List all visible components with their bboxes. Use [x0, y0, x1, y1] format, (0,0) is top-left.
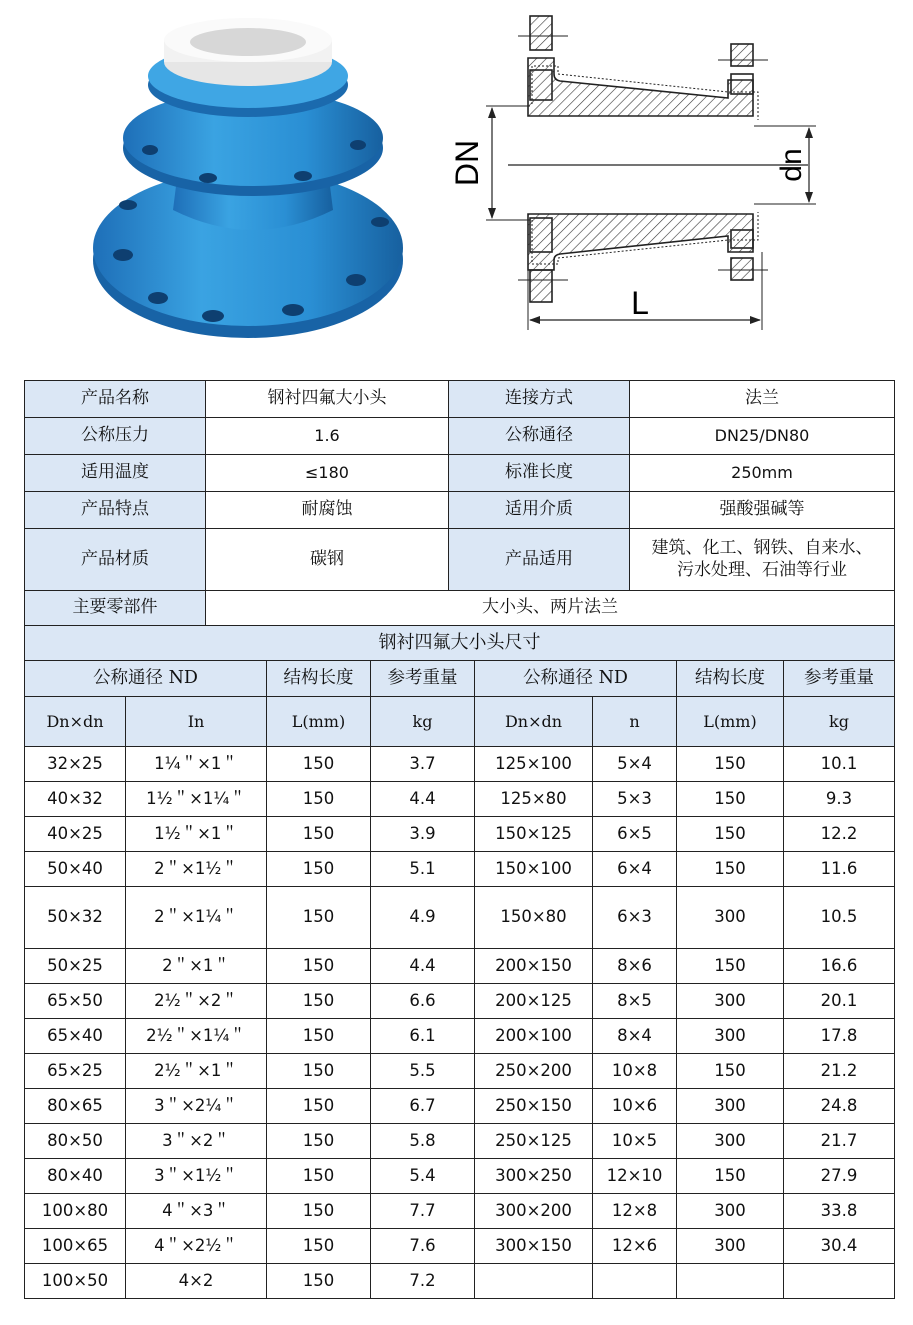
spec-value: 碳钢	[206, 529, 449, 591]
cell-weight: 3.9	[371, 817, 475, 852]
cell-weight: 10.5	[784, 887, 895, 949]
cell-inch: 2½＂×1＂	[126, 1054, 267, 1089]
spec-row	[25, 381, 895, 418]
cell-dn-dn: 50×40	[25, 852, 126, 887]
cell-weight: 12.2	[784, 817, 895, 852]
spec-value: 法兰	[630, 381, 895, 418]
cell-length: 150	[267, 747, 371, 782]
cell-weight: 5.4	[371, 1159, 475, 1194]
cell-dn-dn: 40×25	[25, 817, 126, 852]
header-length-right: 结构长度	[677, 661, 784, 697]
cell-length: 300	[677, 1194, 784, 1229]
cell-dn-dn: 32×25	[25, 747, 126, 782]
cell-dn-dn: 200×125	[475, 984, 593, 1019]
cell-n: 10×6	[593, 1089, 677, 1124]
cell-weight: 7.6	[371, 1229, 475, 1264]
cell-dn-dn: 100×50	[25, 1264, 126, 1299]
cell-dn-dn: 100×80	[25, 1194, 126, 1229]
cell-dn-dn: 125×80	[475, 782, 593, 817]
cell-length: 150	[267, 1264, 371, 1299]
cell-length: 150	[677, 782, 784, 817]
cell-inch: 4＂×3＂	[126, 1194, 267, 1229]
spec-value: 250mm	[630, 455, 895, 492]
cell-n: 5×4	[593, 747, 677, 782]
cell-length: 150	[267, 1054, 371, 1089]
spec-value	[630, 529, 895, 591]
table-row	[25, 984, 895, 1019]
cell-weight: 30.4	[784, 1229, 895, 1264]
cell-length: 150	[267, 1229, 371, 1264]
spec-value: 大小头、两片法兰	[206, 591, 895, 626]
cell-length: 150	[267, 852, 371, 887]
table-row	[25, 1054, 895, 1089]
length-label: L	[631, 285, 649, 321]
spec-row	[25, 492, 895, 529]
cell-weight: 33.8	[784, 1194, 895, 1229]
cell-length: 150	[677, 949, 784, 984]
cell-weight: 5.5	[371, 1054, 475, 1089]
header-weight-left: 参考重量	[371, 661, 475, 697]
cell-length: 300	[677, 984, 784, 1019]
spec-value: 强酸强碱等	[630, 492, 895, 529]
product-header-area	[0, 0, 913, 375]
cell-length: 150	[677, 747, 784, 782]
cell-dn-dn: 125×100	[475, 747, 593, 782]
cell-dn-dn: 250×200	[475, 1054, 593, 1089]
cell-dn-dn: 65×25	[25, 1054, 126, 1089]
cell-n: 12×8	[593, 1194, 677, 1229]
table-caption-row	[25, 626, 895, 661]
spec-row	[25, 455, 895, 492]
spec-label: 产品材质	[25, 529, 206, 591]
cell-dn-dn: 300×200	[475, 1194, 593, 1229]
table-row	[25, 1089, 895, 1124]
cell-length: 150	[677, 852, 784, 887]
spec-label: 主要零部件	[25, 591, 206, 626]
cell-inch: 2＂×1½＂	[126, 852, 267, 887]
spec-label: 标准长度	[449, 455, 630, 492]
cell-weight: 3.7	[371, 747, 475, 782]
cell-weight: 4.9	[371, 887, 475, 949]
cell-n: 6×4	[593, 852, 677, 887]
cell-length: 300	[677, 1089, 784, 1124]
table-row	[25, 1229, 895, 1264]
cell-weight: 17.8	[784, 1019, 895, 1054]
cell-length: 150	[267, 984, 371, 1019]
cell-dn-dn: 300×250	[475, 1159, 593, 1194]
cell-dn-dn: 200×150	[475, 949, 593, 984]
spec-value: 1.6	[206, 418, 449, 455]
spec-label: 产品特点	[25, 492, 206, 529]
cell-dn-dn: 150×125	[475, 817, 593, 852]
cell-dn-dn: 300×150	[475, 1229, 593, 1264]
table-row	[25, 1019, 895, 1054]
cell-dn-dn: 80×65	[25, 1089, 126, 1124]
cell-inch: 1¼＂×1＂	[126, 747, 267, 782]
cell-weight: 5.8	[371, 1124, 475, 1159]
table-row	[25, 1264, 895, 1299]
cell-inch: 2½＂×2＂	[126, 984, 267, 1019]
cell-length: 150	[267, 1089, 371, 1124]
cell-length	[677, 1264, 784, 1299]
cell-weight: 21.2	[784, 1054, 895, 1089]
spec-label: 连接方式	[449, 381, 630, 418]
cell-weight: 24.8	[784, 1089, 895, 1124]
subheader-dn-dn: Dn×dn	[25, 697, 126, 747]
header-row	[25, 661, 895, 697]
product-photo	[88, 10, 418, 345]
table-row	[25, 852, 895, 887]
cell-weight: 6.7	[371, 1089, 475, 1124]
cell-n	[593, 1264, 677, 1299]
cell-length: 150	[267, 1159, 371, 1194]
cell-length: 150	[267, 949, 371, 984]
cross-section-drawing	[448, 8, 848, 338]
table-row	[25, 747, 895, 782]
subheader-kg: kg	[784, 697, 895, 747]
cell-dn-dn: 50×32	[25, 887, 126, 949]
cell-length: 150	[267, 1194, 371, 1229]
dn-small-label: dn	[774, 148, 808, 182]
cell-n: 12×6	[593, 1229, 677, 1264]
cell-weight: 5.1	[371, 852, 475, 887]
cell-length: 150	[267, 1019, 371, 1054]
subheader-dn-dn: Dn×dn	[475, 697, 593, 747]
cell-n: 10×5	[593, 1124, 677, 1159]
spec-row	[25, 418, 895, 455]
cell-dn-dn: 150×80	[475, 887, 593, 949]
subheader-l-mm: L(mm)	[267, 697, 371, 747]
cell-n: 5×3	[593, 782, 677, 817]
subheader-l-mm: L(mm)	[677, 697, 784, 747]
cell-inch: 2½＂×1¼＂	[126, 1019, 267, 1054]
cell-weight: 6.1	[371, 1019, 475, 1054]
cell-length: 150	[267, 817, 371, 852]
cell-weight: 6.6	[371, 984, 475, 1019]
subheader-kg: kg	[371, 697, 475, 747]
table-row	[25, 1159, 895, 1194]
cell-weight: 4.4	[371, 949, 475, 984]
spec-value: 耐腐蚀	[206, 492, 449, 529]
spec-table	[24, 380, 895, 626]
spec-label: 公称压力	[25, 418, 206, 455]
cell-dn-dn: 80×40	[25, 1159, 126, 1194]
cell-dn-dn: 80×50	[25, 1124, 126, 1159]
dimension-table-body	[25, 747, 895, 1299]
cell-length: 300	[677, 887, 784, 949]
cell-weight: 11.6	[784, 852, 895, 887]
spec-label: 适用温度	[25, 455, 206, 492]
spec-label: 公称通径	[449, 418, 630, 455]
table-row	[25, 1194, 895, 1229]
spec-label: 适用介质	[449, 492, 630, 529]
cell-weight: 10.1	[784, 747, 895, 782]
spec-row	[25, 591, 895, 626]
cell-length: 150	[677, 1054, 784, 1089]
cell-length: 300	[677, 1124, 784, 1159]
cell-length: 300	[677, 1229, 784, 1264]
cell-n: 8×6	[593, 949, 677, 984]
cell-dn-dn: 250×125	[475, 1124, 593, 1159]
cell-inch: 1½＂×1＂	[126, 817, 267, 852]
spec-value-line: 污水处理、石油等行业	[677, 559, 847, 580]
cell-inch: 3＂×2¼＂	[126, 1089, 267, 1124]
cell-weight: 9.3	[784, 782, 895, 817]
cell-length: 300	[677, 1019, 784, 1054]
header-length-left: 结构长度	[267, 661, 371, 697]
cell-dn-dn: 150×100	[475, 852, 593, 887]
cell-dn-dn: 65×50	[25, 984, 126, 1019]
spec-value-line: 建筑、化工、钢铁、自来水、	[651, 538, 873, 559]
dn-label: DN	[449, 139, 485, 187]
cell-weight	[784, 1264, 895, 1299]
cell-dn-dn: 40×32	[25, 782, 126, 817]
spec-label: 产品名称	[25, 381, 206, 418]
cell-n: 8×4	[593, 1019, 677, 1054]
cell-dn-dn	[475, 1264, 593, 1299]
cell-n: 6×5	[593, 817, 677, 852]
spec-row	[25, 529, 895, 591]
cell-inch: 1½＂×1¼＂	[126, 782, 267, 817]
cell-weight: 20.1	[784, 984, 895, 1019]
table-row	[25, 949, 895, 984]
cell-inch: 3＂×1½＂	[126, 1159, 267, 1194]
cell-length: 150	[267, 1124, 371, 1159]
table-caption: 钢衬四氟大小头尺寸	[25, 626, 895, 661]
cell-weight: 16.6	[784, 949, 895, 984]
cell-length: 150	[677, 1159, 784, 1194]
table-row	[25, 782, 895, 817]
cell-weight: 27.9	[784, 1159, 895, 1194]
spec-value: ≤180	[206, 455, 449, 492]
cell-n: 6×3	[593, 887, 677, 949]
header-weight-right: 参考重量	[784, 661, 895, 697]
table-row	[25, 817, 895, 852]
cell-n: 8×5	[593, 984, 677, 1019]
cell-inch: 3＂×2＂	[126, 1124, 267, 1159]
header-nd-left: 公称通径 ND	[25, 661, 267, 697]
cell-dn-dn: 65×40	[25, 1019, 126, 1054]
spec-value: 钢衬四氟大小头	[206, 381, 449, 418]
cell-dn-dn: 50×25	[25, 949, 126, 984]
table-row	[25, 887, 895, 949]
cell-inch: 2＂×1＂	[126, 949, 267, 984]
spec-label: 产品适用	[449, 529, 630, 591]
cell-dn-dn: 200×100	[475, 1019, 593, 1054]
cell-inch: 2＂×1¼＂	[126, 887, 267, 949]
spec-value: DN25/DN80	[630, 418, 895, 455]
cell-weight: 7.7	[371, 1194, 475, 1229]
subheader-in: In	[126, 697, 267, 747]
cell-weight: 7.2	[371, 1264, 475, 1299]
cell-dn-dn: 100×65	[25, 1229, 126, 1264]
cell-n: 10×8	[593, 1054, 677, 1089]
cell-length: 150	[267, 782, 371, 817]
cell-weight: 4.4	[371, 782, 475, 817]
subheader-row	[25, 697, 895, 747]
cell-inch: 4×2	[126, 1264, 267, 1299]
cell-weight: 21.7	[784, 1124, 895, 1159]
cell-length: 150	[267, 887, 371, 949]
table-row	[25, 1124, 895, 1159]
header-nd-right: 公称通径 ND	[475, 661, 677, 697]
cell-inch: 4＂×2½＂	[126, 1229, 267, 1264]
subheader-n: n	[593, 697, 677, 747]
cell-length: 150	[677, 817, 784, 852]
dimension-table	[24, 625, 895, 1299]
cell-n: 12×10	[593, 1159, 677, 1194]
cell-dn-dn: 250×150	[475, 1089, 593, 1124]
